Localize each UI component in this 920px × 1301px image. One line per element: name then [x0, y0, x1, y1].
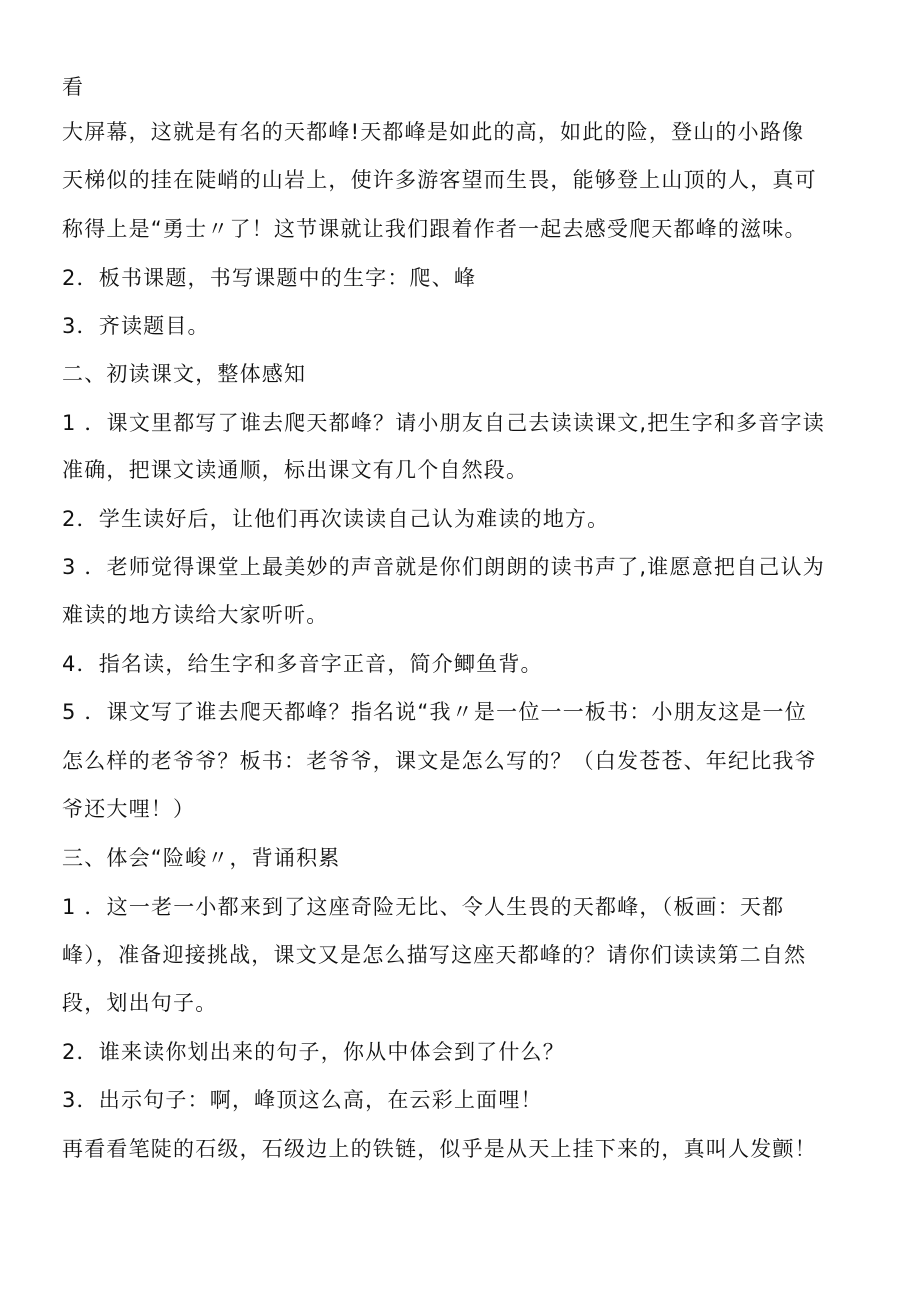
- text-line: 看: [62, 75, 85, 99]
- list-item-2: 2．学生读好后，让他们再次读读自己认为难读的地方。: [62, 507, 610, 531]
- section-heading-2: 二、初读课文，整体感知: [62, 362, 307, 386]
- text-line: 再看看笔陡的石级，石级边上的铁链，似乎是从天上挂下来的，真叫人发颤！: [62, 1137, 817, 1161]
- list-item-2: 2．板书课题，书写课题中的生字：爬、峰: [62, 266, 477, 290]
- list-item-2: 2．谁来读你划出来的句子，你从中体会到了什么？: [62, 1040, 565, 1064]
- text-line: 大屏幕，这就是有名的天都峰!天都峰是如此的高，如此的险，登山的小路像: [62, 120, 805, 144]
- text-line: 难读的地方读给大家听听。: [62, 603, 329, 627]
- text-line: 峰），准备迎接挑战，课文又是怎么描写这座天都峰的？请你们读读第二自然: [62, 943, 807, 967]
- text-line: 怎么样的老爷爷？板书：老爷爷，课文是怎么写的？（白发苍苍、年纪比我爷: [62, 749, 817, 773]
- text-line: 天梯似的挂在陡峭的山岩上，使许多游客望而生畏，能够登上山顶的人，真可: [62, 168, 817, 192]
- list-item-3: 3．出示句子：啊，峰顶这么高，在云彩上面哩！: [62, 1088, 543, 1112]
- text-line: 段，划出句子。: [62, 991, 218, 1015]
- list-item-5: 5 ．课文写了谁去爬天都峰？指名说“我〃是一位一一板书：小朋友这是一位: [62, 700, 807, 724]
- list-item-4: 4．指名读，给生字和多音字正音，简介鲫鱼背。: [62, 652, 543, 676]
- list-item-1: 1 ．课文里都写了谁去爬天都峰？请小朋友自己去读读课文,把生字和多音字读: [62, 411, 825, 435]
- list-item-3: 3 ．老师觉得课堂上最美妙的声音就是你们朗朗的读书声了,谁愿意把自己认为: [62, 555, 825, 579]
- text-line: 称得上是“勇士〃了！这节课就让我们跟着作者一起去感受爬天都峰的滋味。: [62, 217, 807, 241]
- list-item-1: 1 ．这一老一小都来到了这座奇险无比、令人生畏的天都峰，（板画：天都: [62, 895, 785, 919]
- text-line: 爷还大哩！）: [62, 797, 196, 821]
- list-item-3: 3．齐读题目。: [62, 314, 210, 338]
- text-line: 准确，把课文读通顺，标出课文有几个自然段。: [62, 458, 529, 482]
- section-heading-3: 三、体会“险峻〃，背诵积累: [62, 846, 341, 870]
